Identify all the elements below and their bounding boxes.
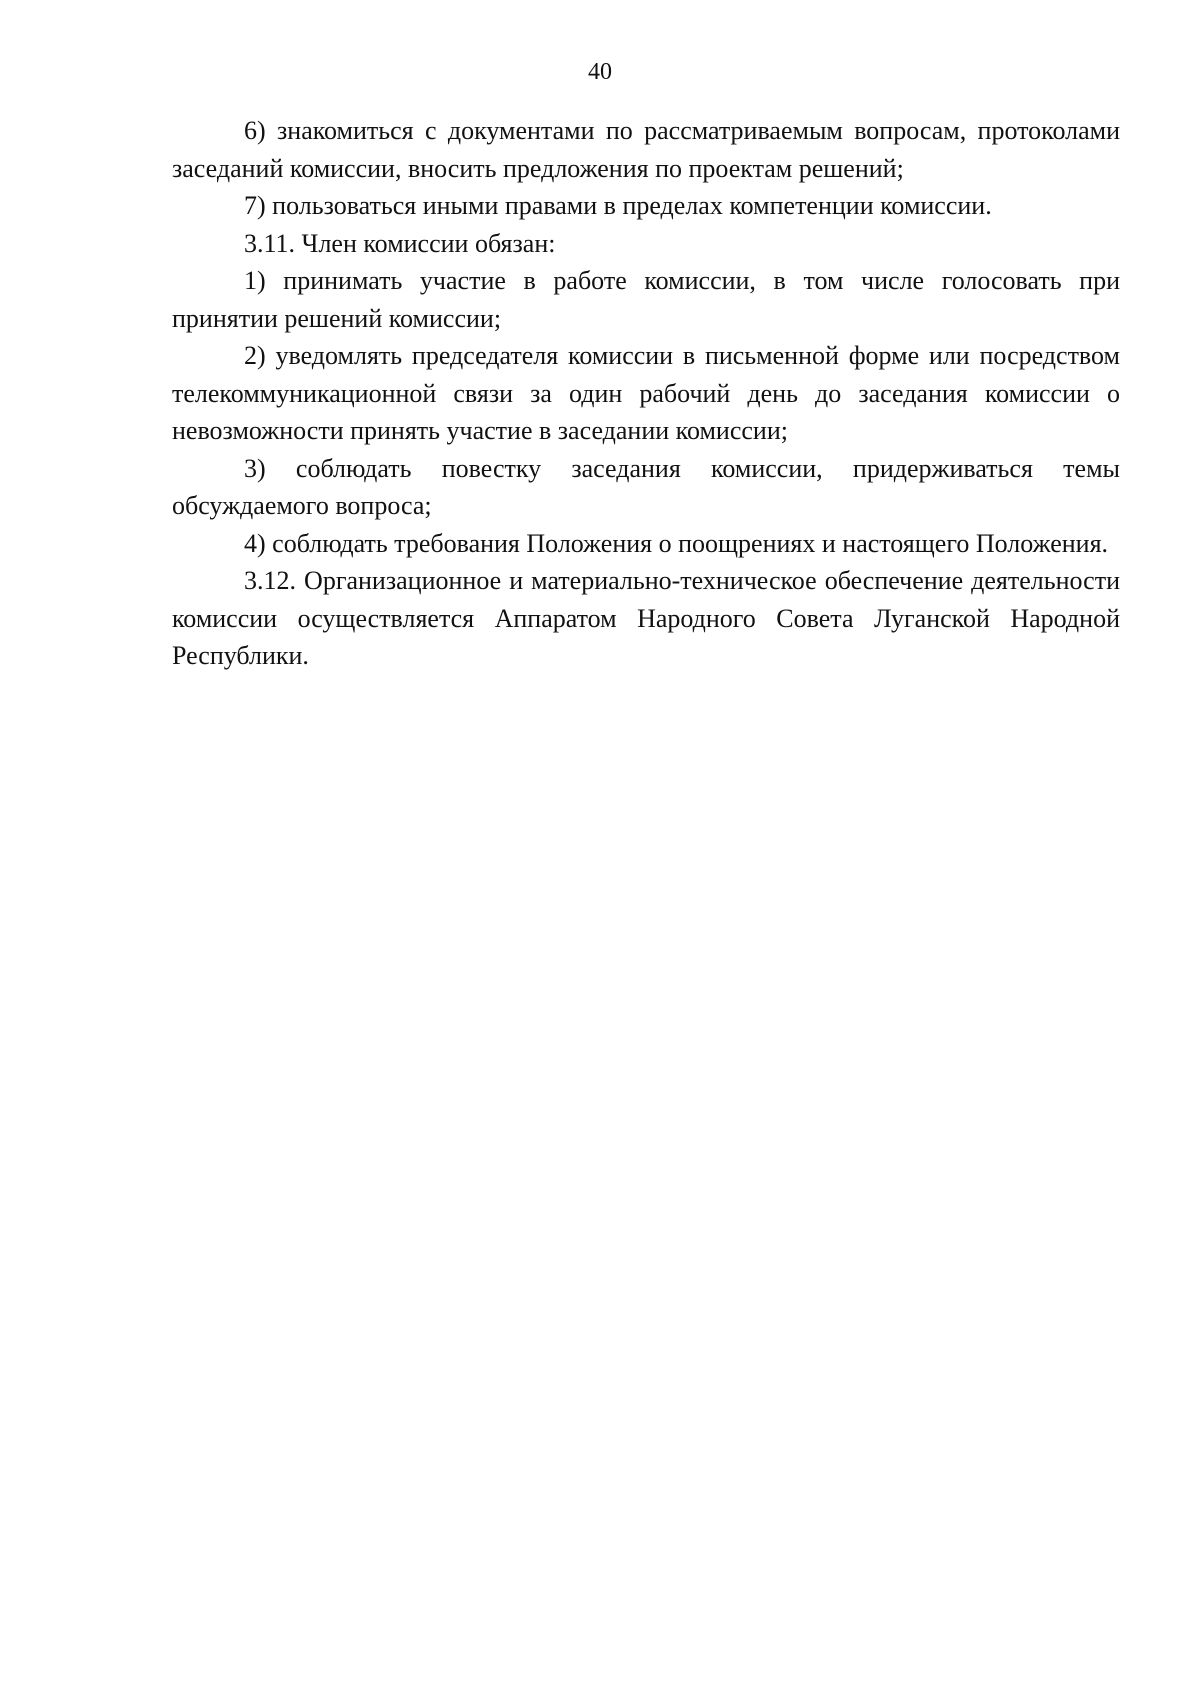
paragraph-rights-7	[172, 187, 1120, 225]
item-number: 3)	[244, 453, 266, 483]
item-number: 2)	[244, 341, 266, 370]
paragraph-duty-3	[172, 450, 1120, 525]
paragraph-duty-1	[172, 262, 1120, 337]
section-number: 3.12.	[244, 566, 296, 595]
paragraph-text: пользоваться иными правами в пределах компетенции комиссии.	[265, 191, 992, 220]
page-number: 40	[588, 59, 612, 85]
paragraph-duty-2	[172, 337, 1120, 450]
document-body	[172, 112, 1120, 675]
section-3-12	[172, 562, 1120, 675]
paragraph-text: соблюдать требования Положения о поощрениях и настоящего Положения.	[265, 528, 1109, 558]
paragraph-rights-6	[172, 112, 1120, 187]
paragraph-text: Член комиссии обязан:	[295, 228, 556, 258]
paragraph-text: соблюдать повестку заседания комиссии, придерживаться темы обсуждаемого вопроса;	[172, 453, 1120, 520]
section-3-11	[172, 225, 1120, 263]
item-number: 4)	[244, 528, 266, 558]
item-number: 7)	[244, 191, 266, 220]
section-number: 3.11.	[244, 228, 296, 258]
paragraph-text: знакомиться с документами по рассматриваемым вопросам, протоколами заседаний комиссии, вносить предложения по проектам решений;	[172, 116, 1120, 183]
paragraph-text: уведомлять председателя комиссии в письменной форме или посредством телекоммуникационной связи за один рабочий день до заседания комиссии о невозможности принять участие в заседании комиссии;	[172, 341, 1120, 445]
paragraph-duty-4	[172, 525, 1120, 563]
paragraph-text: Организационное и материально-техническое обеспечение деятельности комиссии осуществляется Аппаратом Народного Совета Луганской Народной Республики.	[172, 566, 1120, 670]
paragraph-text: принимать участие в работе комиссии, в том числе голосовать при принятии решений комиссии;	[172, 266, 1120, 333]
item-number: 1)	[244, 266, 266, 295]
item-number: 6)	[244, 116, 266, 145]
